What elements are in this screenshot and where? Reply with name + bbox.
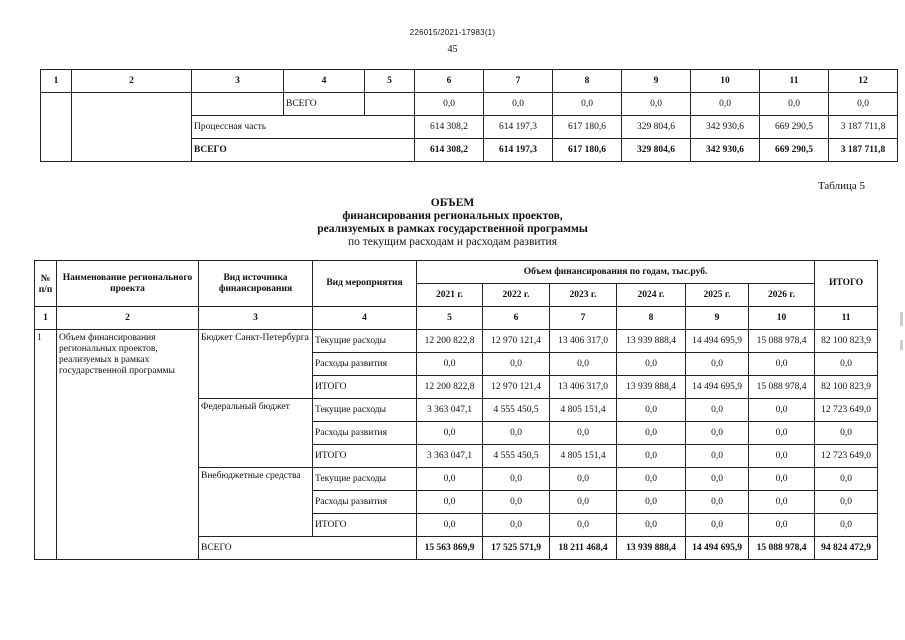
cell-value: 0,0	[749, 445, 815, 468]
title-line: финансирования региональных проектов,	[342, 210, 563, 222]
project-name: Объем финансирования региональных проектов, реализуемых в рамках государственной программы	[57, 330, 199, 560]
activity-label: Расходы развития	[313, 422, 417, 445]
cell-value: 342 930,6	[691, 116, 760, 139]
cell-value: 14 494 695,9	[686, 376, 749, 399]
header-year: 2026 г.	[749, 284, 815, 307]
page-number: 45	[447, 44, 458, 55]
cell-value: 614 308,2	[415, 116, 484, 139]
column-number: 2	[57, 307, 199, 330]
cell-value: 12 970 121,4	[483, 330, 550, 353]
cell-value: 0,0	[617, 491, 686, 514]
cell-value: 614 197,3	[484, 116, 553, 139]
header-project: Наименование регионального проекта	[57, 261, 199, 307]
header-volume: Объем финансирования по годам, тыс.руб.	[417, 261, 815, 284]
cell-value: 3 363 047,1	[417, 399, 483, 422]
cell-value: 0,0	[483, 468, 550, 491]
cell-value: 3 363 047,1	[417, 445, 483, 468]
cell-value: 329 804,6	[622, 139, 691, 162]
cell-value: 3 187 711,8	[829, 116, 898, 139]
column-number: 7	[550, 307, 617, 330]
column-number: 3	[192, 70, 284, 93]
source-name: Федеральный бюджет	[199, 399, 313, 468]
cell-value: 669 290,5	[760, 116, 829, 139]
cell-value: 0,0	[617, 445, 686, 468]
cell-value: 82 100 823,9	[815, 376, 878, 399]
cell-value: 0,0	[686, 468, 749, 491]
column-number: 4	[313, 307, 417, 330]
cell-value: 0,0	[686, 399, 749, 422]
cell-value: 669 290,5	[760, 139, 829, 162]
cell-value: 0,0	[829, 93, 898, 116]
cell-value: 0,0	[622, 93, 691, 116]
cell-value: 14 494 695,9	[686, 330, 749, 353]
row-label-process: Процессная часть	[192, 116, 415, 139]
cell-value: 4 805 151,4	[550, 399, 617, 422]
column-number: 10	[691, 70, 760, 93]
cell-value: 0,0	[417, 353, 483, 376]
cell-value: 0,0	[815, 514, 878, 537]
cell-value: 0,0	[617, 514, 686, 537]
activity-label: ИТОГО	[313, 376, 417, 399]
activity-label: Текущие расходы	[313, 330, 417, 353]
column-number: 2	[72, 70, 192, 93]
cell-value: 0,0	[815, 491, 878, 514]
cell-value: 0,0	[686, 353, 749, 376]
column-number: 4	[284, 70, 365, 93]
activity-label: ИТОГО	[313, 445, 417, 468]
cell-value: 0,0	[483, 514, 550, 537]
cell-value: 17 525 571,9	[483, 537, 550, 560]
activity-label: Текущие расходы	[313, 399, 417, 422]
cell-value: 0,0	[553, 93, 622, 116]
cell-value: 0,0	[415, 93, 484, 116]
column-number: 9	[622, 70, 691, 93]
header-year: 2023 г.	[550, 284, 617, 307]
cell-empty	[72, 93, 192, 162]
scan-artifact	[900, 340, 903, 350]
title-line: ОБЪЕМ	[430, 197, 475, 209]
cell-value: 18 211 468,4	[550, 537, 617, 560]
cell-value: 12 200 822,8	[417, 376, 483, 399]
cell-value: 0,0	[483, 491, 550, 514]
cell-value: 0,0	[483, 353, 550, 376]
cell-value: 13 939 888,4	[617, 330, 686, 353]
header-row	[35, 261, 878, 284]
cell-value: 15 088 978,4	[749, 537, 815, 560]
header-year: 2024 г.	[617, 284, 686, 307]
scan-artifact	[900, 312, 903, 326]
column-number: 10	[749, 307, 815, 330]
cell-value: 0,0	[417, 514, 483, 537]
activity-label: Текущие расходы	[313, 468, 417, 491]
cell-empty	[192, 93, 284, 116]
title-line: реализуемых в рамках государственной программы	[317, 223, 588, 235]
cell-value: 12 723 649,0	[815, 445, 878, 468]
cell-value: 3 187 711,8	[829, 139, 898, 162]
cell-value: 0,0	[483, 422, 550, 445]
cell-value: 0,0	[749, 491, 815, 514]
title-subline: по текущим расходам и расходам развития	[347, 236, 558, 248]
cell-value: 0,0	[550, 422, 617, 445]
column-number: 1	[41, 70, 72, 93]
cell-value: 0,0	[617, 353, 686, 376]
cell-value: 15 563 869,9	[417, 537, 483, 560]
cell-value: 617 180,6	[553, 116, 622, 139]
source-name: Внебюджетные средства	[199, 468, 313, 537]
cell-value: 617 180,6	[553, 139, 622, 162]
cell-value: 614 308,2	[415, 139, 484, 162]
row-number: 1	[35, 330, 57, 560]
cell-value: 14 494 695,9	[686, 537, 749, 560]
column-number-row	[35, 307, 878, 330]
activity-label: Расходы развития	[313, 491, 417, 514]
table-caption: Таблица 5	[817, 180, 865, 192]
cell-value: 0,0	[815, 353, 878, 376]
document-number: 226015/2021-17983(1)	[409, 28, 496, 37]
activity-label: Расходы развития	[313, 353, 417, 376]
cell-value: 15 088 978,4	[749, 330, 815, 353]
cell-value: 13 406 317,0	[550, 330, 617, 353]
table-title	[0, 197, 905, 249]
continuation-table	[40, 69, 898, 162]
column-number: 7	[484, 70, 553, 93]
column-number: 11	[760, 70, 829, 93]
cell-value: 0,0	[484, 93, 553, 116]
cell-value: 13 939 888,4	[617, 376, 686, 399]
column-number: 1	[35, 307, 57, 330]
financing-table	[34, 260, 878, 560]
cell-value: 0,0	[686, 422, 749, 445]
cell-value: 0,0	[550, 514, 617, 537]
cell-value: 4 555 450,5	[483, 399, 550, 422]
column-number: 8	[617, 307, 686, 330]
cell-empty	[365, 93, 415, 116]
cell-value: 0,0	[617, 399, 686, 422]
cell-value: 4 555 450,5	[483, 445, 550, 468]
row-label-vsego: ВСЕГО	[284, 93, 365, 116]
cell-value: 0,0	[617, 468, 686, 491]
cell-empty	[41, 93, 72, 162]
cell-value: 13 406 317,0	[550, 376, 617, 399]
table-row	[41, 93, 898, 116]
table-row	[35, 330, 878, 353]
column-number: 8	[553, 70, 622, 93]
cell-value: 0,0	[550, 468, 617, 491]
cell-value: 0,0	[815, 422, 878, 445]
header-year: 2021 г.	[417, 284, 483, 307]
cell-value: 15 088 978,4	[749, 376, 815, 399]
header-activity: Вид мероприятия	[313, 261, 417, 307]
column-number: 6	[415, 70, 484, 93]
grand-total-label: ВСЕГО	[199, 537, 417, 560]
cell-value: 0,0	[749, 399, 815, 422]
column-number: 5	[365, 70, 415, 93]
column-number: 12	[829, 70, 898, 93]
column-number: 9	[686, 307, 749, 330]
header-total: ИТОГО	[815, 261, 878, 307]
cell-value: 0,0	[417, 422, 483, 445]
header-year: 2025 г.	[686, 284, 749, 307]
header-year: 2022 г.	[483, 284, 550, 307]
cell-value: 0,0	[686, 514, 749, 537]
cell-value: 0,0	[691, 93, 760, 116]
cell-value: 12 723 649,0	[815, 399, 878, 422]
column-number-row	[41, 70, 898, 93]
cell-value: 13 939 888,4	[617, 537, 686, 560]
header-source: Вид источника финансирования	[199, 261, 313, 307]
header-num: № п/п	[35, 261, 57, 307]
column-number: 5	[417, 307, 483, 330]
column-number: 6	[483, 307, 550, 330]
activity-label: ИТОГО	[313, 514, 417, 537]
column-number: 3	[199, 307, 313, 330]
cell-value: 12 200 822,8	[417, 330, 483, 353]
cell-value: 82 100 823,9	[815, 330, 878, 353]
cell-value: 0,0	[686, 445, 749, 468]
cell-value: 0,0	[815, 468, 878, 491]
cell-value: 0,0	[749, 422, 815, 445]
cell-value: 0,0	[550, 353, 617, 376]
cell-value: 0,0	[686, 491, 749, 514]
cell-value: 0,0	[749, 353, 815, 376]
cell-value: 329 804,6	[622, 116, 691, 139]
source-name: Бюджет Санкт-Петербурга	[199, 330, 313, 399]
cell-value: 342 930,6	[691, 139, 760, 162]
row-label-total: ВСЕГО	[192, 139, 415, 162]
cell-value: 614 197,3	[484, 139, 553, 162]
cell-value: 0,0	[760, 93, 829, 116]
cell-value: 0,0	[417, 468, 483, 491]
cell-value: 94 824 472,9	[815, 537, 878, 560]
cell-value: 12 970 121,4	[483, 376, 550, 399]
cell-value: 4 805 151,4	[550, 445, 617, 468]
column-number: 11	[815, 307, 878, 330]
cell-value: 0,0	[749, 468, 815, 491]
cell-value: 0,0	[550, 491, 617, 514]
cell-value: 0,0	[417, 491, 483, 514]
cell-value: 0,0	[617, 422, 686, 445]
cell-value: 0,0	[749, 514, 815, 537]
